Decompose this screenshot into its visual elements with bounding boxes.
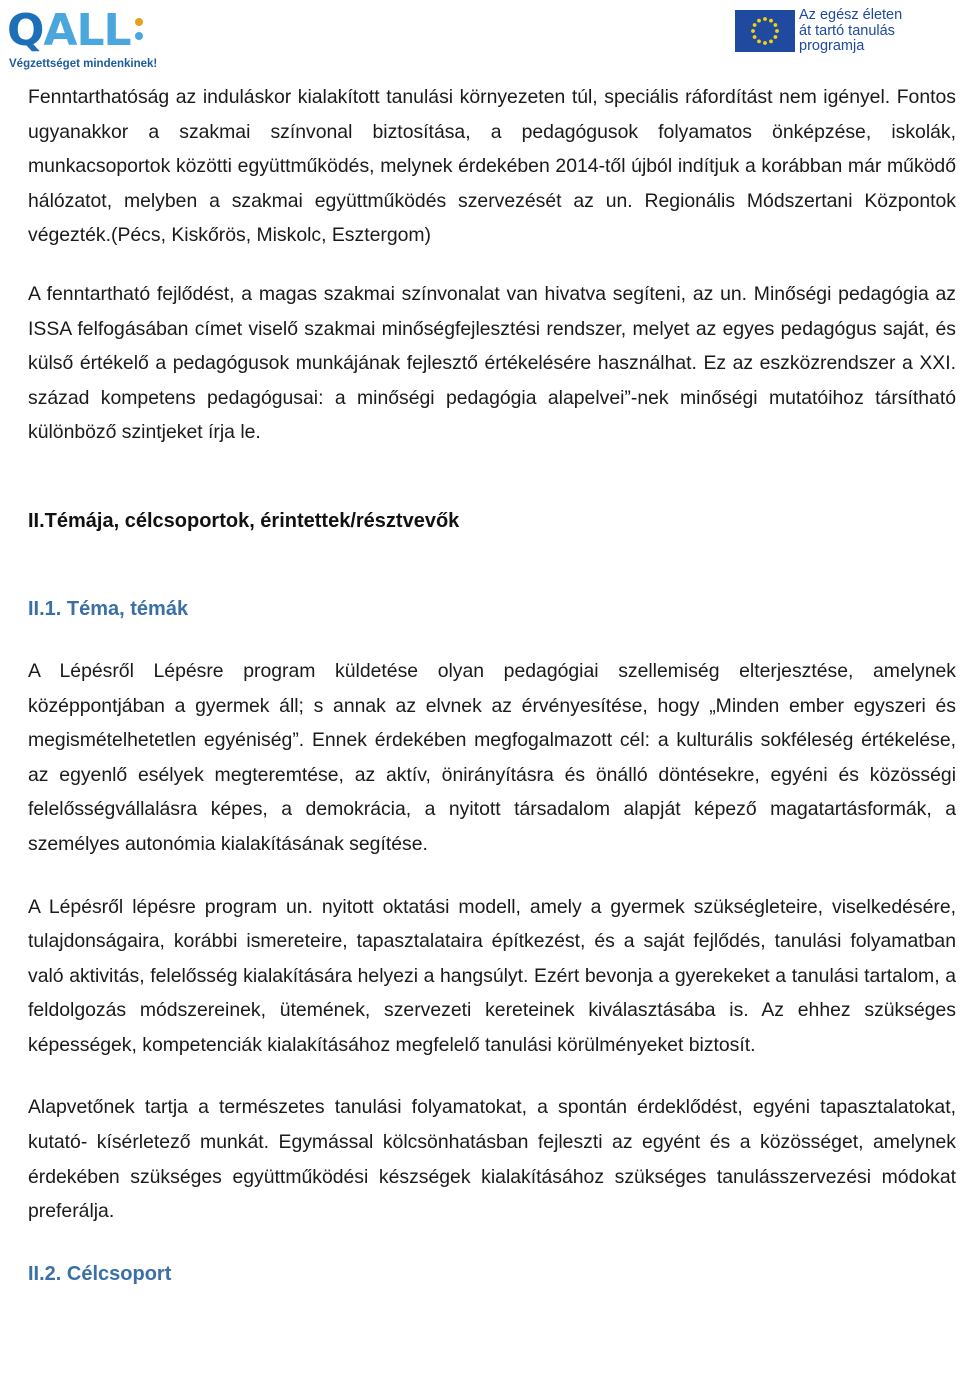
paragraph-mission: A Lépésről Lépésre program küldetése olyan pedagógiai szellemiség elterjesztése, amelynek középpontjában a gyermek áll; s annak az elvnek az érvényesítése, hogy „Minden ember egyszeri és megismételhetetlen egyéniség”. Ennek érdekében megfogalmazott cél: a kulturális sokféleség értékelése, az egyenlő esélyek megteremtése, az aktív, önirányításra és önálló döntésekre, egyéni és közösségi felelősségvállalásra képes, a demokrácia, a nyitott társadalom alapját képező magatartásformák, a személyes autonómia kialakításának segítése. bbox=[28, 659, 956, 855]
paragraph-open-model: A Lépésről lépésre program un. nyitott oktatási modell, amely a gyermek szükségleteire, viselkedésére, tulajdonságaira, korábbi ismereteire, tapasztalataira építkezést, és a saját fejlődés, tanulási folyamatban való aktivitás, felelősség kialakítására helyezi a hangsúlyt. Ezért bevonja a gyerekeket a tanulási tartalom, a feldolgozás módszereinek, ütemének, szervezeti kereteinek kiválasztásába is. Az ehhez szükséges képességek, kompetenciák kialakításához megfelelő tanulási körülményeket biztosít. bbox=[28, 895, 956, 1056]
eu-flag-icon bbox=[735, 10, 795, 52]
subheading-topics: II.1. Téma, témák bbox=[28, 597, 189, 620]
paragraph-natural-learning: Alapvetőnek tartja a természetes tanulási folyamatokat, a spontán érdeklődést, egyéni tapasztalatokat, kutató- kísérletező munkát. Egymással kölcsönhatásban fejleszti az egyént és a közösséget, amelynek érdekében szükséges együttműködési készségek kialakításához szükséges tanulásszervezési módokat preferálja. bbox=[28, 1096, 956, 1223]
qall-logo-dots bbox=[135, 18, 145, 48]
subheading-target-group: II.2. Célcsoport bbox=[28, 1262, 172, 1285]
qall-logo-q: Q bbox=[7, 5, 44, 56]
eu-programme-text: Az egész életen át tartó tanulás programja bbox=[799, 7, 903, 54]
eu-programme-logo bbox=[735, 8, 935, 56]
paragraph-quality-pedagogy: A fenntartható fejlődést, a magas szakmai színvonalat van hivatva segíteni, az un. Minőségi pedagógia az ISSA felfogásában címet viselő szakmai minőségfejlesztési rendszer, melyet az egyes pedagógus saját, és külső értékelő a pedagógusok munkájának fejlesztő értékelésére használhat. Ez az eszközrendszer a XXI. század kompetens pedagógusai: a minőségi pedagógia alapelvei”-nek minőségi mutatóihoz társítható különböző szintjeket írja le. bbox=[28, 282, 956, 444]
qall-logo-all: ALL bbox=[43, 5, 131, 56]
page-header bbox=[0, 0, 960, 78]
paragraph-sustainability: Fenntarthatóság az induláskor kialakított tanulási környezeten túl, speciális ráfordítást nem igényel. Fontos ugyanakkor a szakmai színvonal biztosítása, a pedagógusok folyamatos önképzése, iskolák, munkacsoportok közötti együttműködés, melynek érdekében 2014-től újból indítjuk a korábban már működő hálózatot, melyben a szakmai együttműködés szervezését az un. Regionális Módszertani Központok végezték.(Pécs, Kiskőrös, Miskolc, Esztergom) bbox=[28, 86, 956, 247]
section-heading-theme: II.Témája, célcsoportok, érintettek/résztvevők bbox=[28, 509, 460, 532]
qall-logo bbox=[7, 5, 158, 70]
qall-tagline: Végzettséget mindenkinek! bbox=[9, 58, 158, 70]
document-body bbox=[28, 80, 956, 1291]
